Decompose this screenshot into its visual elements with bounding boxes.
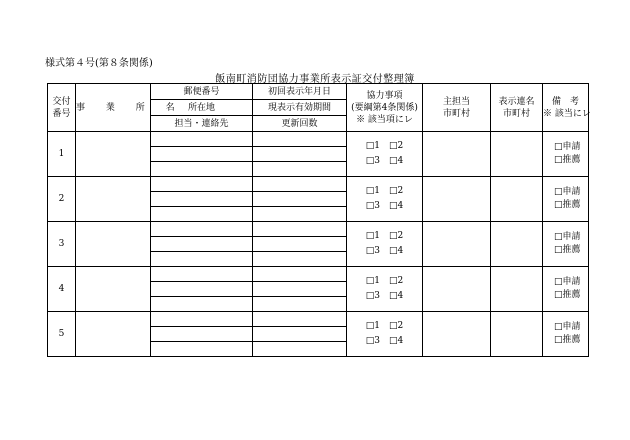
cooperation-options (347, 222, 423, 267)
ledger-table (47, 83, 589, 357)
checkbox-recommend[interactable]: □推薦 (554, 245, 581, 255)
table-row (48, 267, 589, 282)
address-cell[interactable] (151, 147, 253, 162)
checkbox-coop-2[interactable]: □2 (389, 141, 404, 151)
form-number: 様式第４号(第８条関係) (45, 58, 153, 69)
validity-period-cell[interactable] (253, 282, 347, 297)
checkbox-apply[interactable]: □申請 (554, 232, 581, 242)
validity-period-cell[interactable] (253, 237, 347, 252)
row-number: 2 (48, 177, 76, 222)
contact-cell[interactable] (151, 297, 253, 312)
postal-code-cell[interactable] (151, 312, 253, 327)
display-city-cell[interactable] (491, 222, 543, 267)
checkbox-coop-2[interactable]: □2 (389, 186, 404, 196)
header-validity-period: 現表示有効期間 (253, 100, 347, 116)
validity-period-cell[interactable] (253, 147, 347, 162)
header-cooperation: 協力事項 (要綱第4条関係) ※ 該当項にレ (347, 84, 423, 132)
checkbox-recommend[interactable]: □推薦 (554, 290, 581, 300)
first-display-date-cell[interactable] (253, 177, 347, 192)
contact-cell[interactable] (151, 342, 253, 357)
postal-code-cell[interactable] (151, 222, 253, 237)
table-row (48, 132, 589, 147)
checkbox-coop-2[interactable]: □2 (389, 276, 404, 286)
contact-cell[interactable] (151, 252, 253, 267)
renewal-count-cell[interactable] (253, 207, 347, 222)
document-title: 飯南町消防団協力事業所表示証交付整理簿 (215, 74, 415, 85)
first-display-date-cell[interactable] (253, 312, 347, 327)
header-renewal-count: 更新回数 (253, 116, 347, 132)
row-number: 3 (48, 222, 76, 267)
first-display-date-cell[interactable] (253, 132, 347, 147)
checkbox-apply[interactable]: □申請 (554, 277, 581, 287)
header-first-display-date: 初回表示年月日 (253, 84, 347, 100)
renewal-count-cell[interactable] (253, 297, 347, 312)
contact-cell[interactable] (151, 207, 253, 222)
checkbox-coop-4[interactable]: □4 (389, 156, 404, 166)
header-remarks: 備 考 ※ 該当にレ (543, 84, 589, 132)
header-number: 交付 番号 (48, 84, 76, 132)
business-name-cell[interactable] (76, 177, 151, 222)
display-city-cell[interactable] (491, 132, 543, 177)
main-city-cell[interactable] (423, 222, 491, 267)
postal-code-cell[interactable] (151, 177, 253, 192)
main-city-cell[interactable] (423, 177, 491, 222)
remarks-options (543, 312, 589, 357)
checkbox-coop-4[interactable]: □4 (389, 201, 404, 211)
remarks-options (543, 267, 589, 312)
business-name-cell[interactable] (76, 312, 151, 357)
checkbox-coop-1[interactable]: □1 (365, 141, 380, 151)
checkbox-coop-3[interactable]: □3 (365, 201, 380, 211)
remarks-options (543, 132, 589, 177)
renewal-count-cell[interactable] (253, 252, 347, 267)
first-display-date-cell[interactable] (253, 267, 347, 282)
row-number: 5 (48, 312, 76, 357)
checkbox-coop-4[interactable]: □4 (389, 291, 404, 301)
checkbox-recommend[interactable]: □推薦 (554, 155, 581, 165)
remarks-options (543, 177, 589, 222)
checkbox-coop-3[interactable]: □3 (365, 156, 380, 166)
checkbox-coop-1[interactable]: □1 (365, 186, 380, 196)
checkbox-coop-3[interactable]: □3 (365, 246, 380, 256)
header-business-name: 事 業 所 名 (76, 84, 151, 132)
checkbox-coop-2[interactable]: □2 (389, 231, 404, 241)
header-contact: 担当・連絡先 (151, 116, 253, 132)
checkbox-apply[interactable]: □申請 (554, 322, 581, 332)
postal-code-cell[interactable] (151, 267, 253, 282)
checkbox-coop-1[interactable]: □1 (365, 321, 380, 331)
cooperation-options (347, 312, 423, 357)
address-cell[interactable] (151, 327, 253, 342)
validity-period-cell[interactable] (253, 327, 347, 342)
checkbox-coop-3[interactable]: □3 (365, 336, 380, 346)
header-postal-code: 郵便番号 (151, 84, 253, 100)
table-row (48, 177, 589, 192)
address-cell[interactable] (151, 192, 253, 207)
renewal-count-cell[interactable] (253, 342, 347, 357)
checkbox-apply[interactable]: □申請 (554, 142, 581, 152)
cooperation-options (347, 267, 423, 312)
cooperation-options (347, 177, 423, 222)
header-address: 所在地 (151, 100, 253, 116)
postal-code-cell[interactable] (151, 132, 253, 147)
table-row (48, 222, 589, 237)
main-city-cell[interactable] (423, 132, 491, 177)
checkbox-coop-2[interactable]: □2 (389, 321, 404, 331)
cooperation-options (347, 132, 423, 177)
main-city-cell[interactable] (423, 312, 491, 357)
checkbox-coop-4[interactable]: □4 (389, 246, 404, 256)
first-display-date-cell[interactable] (253, 222, 347, 237)
renewal-count-cell[interactable] (253, 162, 347, 177)
header-main-city: 主担当 市町村 (423, 84, 491, 132)
checkbox-recommend[interactable]: □推薦 (554, 335, 581, 345)
checkbox-recommend[interactable]: □推薦 (554, 200, 581, 210)
validity-period-cell[interactable] (253, 192, 347, 207)
display-city-cell[interactable] (491, 267, 543, 312)
checkbox-coop-1[interactable]: □1 (365, 231, 380, 241)
business-name-cell[interactable] (76, 222, 151, 267)
checkbox-coop-1[interactable]: □1 (365, 276, 380, 286)
business-name-cell[interactable] (76, 267, 151, 312)
remarks-options (543, 222, 589, 267)
checkbox-coop-4[interactable]: □4 (389, 336, 404, 346)
main-city-cell[interactable] (423, 267, 491, 312)
checkbox-coop-3[interactable]: □3 (365, 291, 380, 301)
address-cell[interactable] (151, 237, 253, 252)
display-city-cell[interactable] (491, 177, 543, 222)
row-number: 4 (48, 267, 76, 312)
address-cell[interactable] (151, 282, 253, 297)
contact-cell[interactable] (151, 162, 253, 177)
display-city-cell[interactable] (491, 312, 543, 357)
business-name-cell[interactable] (76, 132, 151, 177)
table-row (48, 312, 589, 327)
checkbox-apply[interactable]: □申請 (554, 187, 581, 197)
row-number: 1 (48, 132, 76, 177)
header-display-city: 表示連名 市町村 (491, 84, 543, 132)
